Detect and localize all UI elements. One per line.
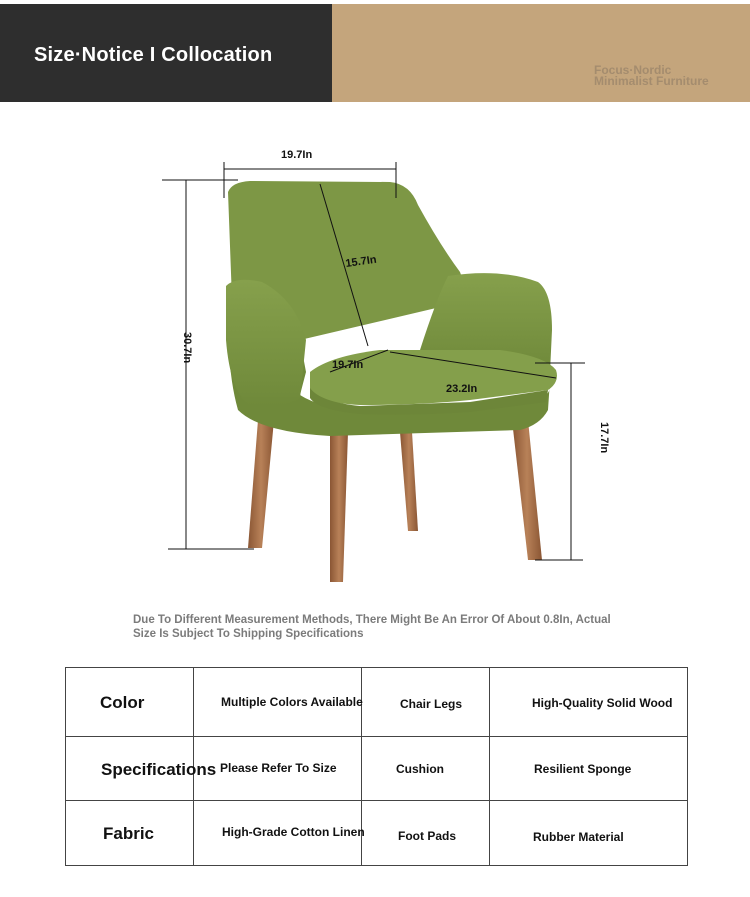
spec-key-specifications: Specifications <box>101 760 217 779</box>
spec-table <box>65 667 688 866</box>
dim-total-height-label: 30.7In <box>181 332 193 364</box>
header-brand-panel <box>332 4 750 102</box>
page-title: Size·Notice I Collocation <box>34 44 273 66</box>
dim-seat-height-label: 17.7In <box>598 422 610 454</box>
dim-seat-depth-label: 19.7In <box>332 359 364 371</box>
table-row-divider <box>66 800 687 801</box>
chair-legs <box>248 420 542 582</box>
spec-key-chair-legs: Chair Legs <box>400 697 463 711</box>
brand-line-1: Focus·Nordic <box>594 63 672 77</box>
spec-key-foot-pads: Foot Pads <box>398 829 457 843</box>
leg-back-left <box>248 420 274 548</box>
spec-value-foot-pads: Rubber Material <box>533 830 624 844</box>
leg-front-left <box>330 432 348 582</box>
table-row-divider <box>66 736 687 737</box>
spec-key-cushion: Cushion <box>396 762 444 776</box>
brand-line-2: Minimalist Furniture <box>594 74 709 88</box>
header-dark-panel <box>0 4 332 102</box>
dim-seat-width-label: 23.2In <box>446 383 478 395</box>
leg-back-right <box>400 432 418 531</box>
spec-value-color: Multiple Colors Available <box>221 695 363 709</box>
measurement-note: Due To Different Measurement Methods, There Might Be An Error Of About 0.8In, Actual Size Is Subject To Shipping Specifications <box>133 614 611 640</box>
spec-value-fabric: High-Grade Cotton Linen <box>222 825 365 839</box>
chair-body <box>226 181 557 436</box>
spec-key-fabric: Fabric <box>103 824 155 843</box>
spec-value-specifications: Please Refer To Size <box>220 761 337 775</box>
table-col-divider <box>489 668 490 865</box>
chair-dimension-figure <box>0 120 750 600</box>
dim-back-height-label: 15.7In <box>344 253 378 270</box>
spec-key-color: Color <box>100 693 145 712</box>
spec-value-cushion: Resilient Sponge <box>534 762 632 776</box>
dim-top-width-label: 19.7In <box>281 149 313 161</box>
leg-front-right <box>512 420 542 560</box>
spec-value-chair-legs: High-Quality Solid Wood <box>532 696 673 710</box>
